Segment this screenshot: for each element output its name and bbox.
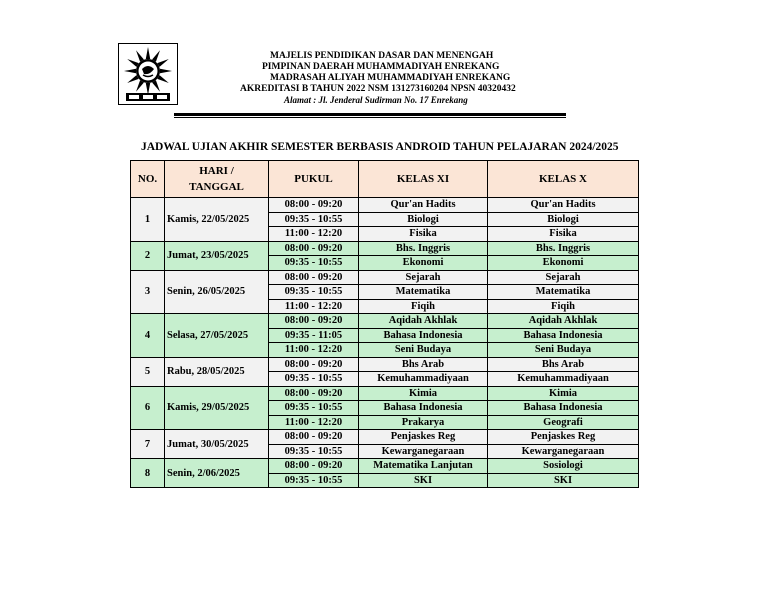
letterhead-line-4: AKREDITASI B TAHUN 2022 NSM 131273160204 NPSN 40320432	[240, 84, 516, 94]
cell-kelas-x: Bhs Arab	[488, 357, 639, 372]
cell-kelas-xi: Sejarah	[359, 270, 488, 285]
cell-kelas-x: Aqidah Akhlak	[488, 314, 639, 329]
cell-no: 7	[131, 430, 165, 459]
cell-time: 11:00 - 12:20	[269, 343, 359, 358]
letterhead	[200, 51, 570, 106]
cell-time: 09:35 - 10:55	[269, 372, 359, 387]
table-row	[131, 357, 639, 372]
cell-day: Jumat, 30/05/2025	[165, 430, 269, 459]
cell-day: Kamis, 22/05/2025	[165, 198, 269, 242]
cell-kelas-x: SKI	[488, 473, 639, 488]
cell-kelas-x: Kewarganegaraan	[488, 444, 639, 459]
cell-time: 08:00 - 09:20	[269, 430, 359, 445]
cell-kelas-xi: Matematika	[359, 285, 488, 300]
cell-kelas-xi: SKI	[359, 473, 488, 488]
letterhead-line-1: MAJELIS PENDIDIKAN DASAR DAN MENENGAH	[270, 51, 494, 61]
cell-time: 09:35 - 10:55	[269, 285, 359, 300]
table-row	[131, 459, 639, 474]
cell-kelas-x: Fisika	[488, 227, 639, 242]
cell-kelas-x: Geografi	[488, 415, 639, 430]
letterhead-address: Alamat : Jl. Jenderal Sudirman No. 17 Enrekang	[284, 95, 468, 105]
cell-kelas-x: Seni Budaya	[488, 343, 639, 358]
cell-time: 08:00 - 09:20	[269, 386, 359, 401]
letterhead-rule-thick	[174, 113, 566, 116]
cell-no: 3	[131, 270, 165, 314]
cell-time: 11:00 - 12:20	[269, 415, 359, 430]
cell-kelas-x: Matematika	[488, 285, 639, 300]
cell-kelas-xi: Ekonomi	[359, 256, 488, 271]
table-header-row	[131, 161, 639, 198]
cell-kelas-xi: Penjaskes Reg	[359, 430, 488, 445]
cell-kelas-x: Fiqih	[488, 299, 639, 314]
cell-no: 2	[131, 241, 165, 270]
cell-no: 5	[131, 357, 165, 386]
cell-time: 08:00 - 09:20	[269, 270, 359, 285]
cell-kelas-xi: Bahasa Indonesia	[359, 328, 488, 343]
cell-time: 09:35 - 10:55	[269, 212, 359, 227]
cell-kelas-x: Qur'an Hadits	[488, 198, 639, 213]
table-row	[131, 198, 639, 213]
cell-kelas-x: Kemuhammadiyaan	[488, 372, 639, 387]
header-day-line1: HARI /	[199, 165, 234, 177]
header-kelas-x: KELAS X	[488, 161, 639, 198]
header-day-line2: TANGGAL	[189, 181, 244, 193]
table-row	[131, 314, 639, 329]
table-row	[131, 270, 639, 285]
schedule-title: JADWAL UJIAN AKHIR SEMESTER BERBASIS ANDROID TAHUN PELAJARAN 2024/2025	[141, 141, 619, 153]
cell-kelas-xi: Kimia	[359, 386, 488, 401]
cell-day: Kamis, 29/05/2025	[165, 386, 269, 430]
cell-time: 11:00 - 12:20	[269, 227, 359, 242]
cell-kelas-x: Sejarah	[488, 270, 639, 285]
exam-schedule-table	[130, 160, 639, 488]
header-day	[165, 161, 269, 198]
cell-kelas-x: Bahasa Indonesia	[488, 401, 639, 416]
cell-day: Senin, 2/06/2025	[165, 459, 269, 488]
cell-time: 11:00 - 12:20	[269, 299, 359, 314]
cell-kelas-xi: Seni Budaya	[359, 343, 488, 358]
cell-kelas-xi: Kemuhammadiyaan	[359, 372, 488, 387]
cell-kelas-xi: Kewarganegaraan	[359, 444, 488, 459]
cell-kelas-xi: Bhs. Inggris	[359, 241, 488, 256]
cell-time: 09:35 - 10:55	[269, 444, 359, 459]
cell-kelas-x: Kimia	[488, 386, 639, 401]
cell-kelas-xi: Prakarya	[359, 415, 488, 430]
cell-kelas-x: Ekonomi	[488, 256, 639, 271]
cell-kelas-xi: Aqidah Akhlak	[359, 314, 488, 329]
table-row	[131, 386, 639, 401]
cell-kelas-x: Bhs. Inggris	[488, 241, 639, 256]
header-no: NO.	[131, 161, 165, 198]
cell-kelas-x: Bahasa Indonesia	[488, 328, 639, 343]
cell-no: 6	[131, 386, 165, 430]
cell-time: 08:00 - 09:20	[269, 198, 359, 213]
cell-kelas-xi: Fiqih	[359, 299, 488, 314]
letterhead-line-3: MADRASAH ALIYAH MUHAMMADIYAH ENREKANG	[270, 73, 511, 83]
cell-time: 09:35 - 10:55	[269, 256, 359, 271]
cell-time: 08:00 - 09:20	[269, 314, 359, 329]
table-body	[131, 198, 639, 488]
table-row	[131, 241, 639, 256]
table-row	[131, 430, 639, 445]
cell-day: Selasa, 27/05/2025	[165, 314, 269, 358]
cell-no: 1	[131, 198, 165, 242]
muhammadiyah-logo	[118, 43, 178, 105]
cell-kelas-xi: Bahasa Indonesia	[359, 401, 488, 416]
cell-day: Senin, 26/05/2025	[165, 270, 269, 314]
cell-time: 08:00 - 09:20	[269, 357, 359, 372]
cell-day: Jumat, 23/05/2025	[165, 241, 269, 270]
cell-no: 8	[131, 459, 165, 488]
cell-time: 09:35 - 10:55	[269, 473, 359, 488]
cell-kelas-xi: Qur'an Hadits	[359, 198, 488, 213]
letterhead-rule-thin	[174, 117, 566, 118]
cell-kelas-xi: Fisika	[359, 227, 488, 242]
letterhead-line-2: PIMPINAN DAERAH MUHAMMADIYAH ENREKANG	[262, 62, 500, 72]
cell-time: 09:35 - 10:55	[269, 401, 359, 416]
cell-kelas-x: Sosiologi	[488, 459, 639, 474]
cell-kelas-xi: Biologi	[359, 212, 488, 227]
cell-no: 4	[131, 314, 165, 358]
cell-time: 08:00 - 09:20	[269, 241, 359, 256]
header-kelas-xi: KELAS XI	[359, 161, 488, 198]
cell-kelas-x: Penjaskes Reg	[488, 430, 639, 445]
cell-day: Rabu, 28/05/2025	[165, 357, 269, 386]
cell-time: 08:00 - 09:20	[269, 459, 359, 474]
cell-kelas-xi: Matematika Lanjutan	[359, 459, 488, 474]
cell-kelas-x: Biologi	[488, 212, 639, 227]
cell-kelas-xi: Bhs Arab	[359, 357, 488, 372]
cell-time: 09:35 - 11:05	[269, 328, 359, 343]
header-time: PUKUL	[269, 161, 359, 198]
